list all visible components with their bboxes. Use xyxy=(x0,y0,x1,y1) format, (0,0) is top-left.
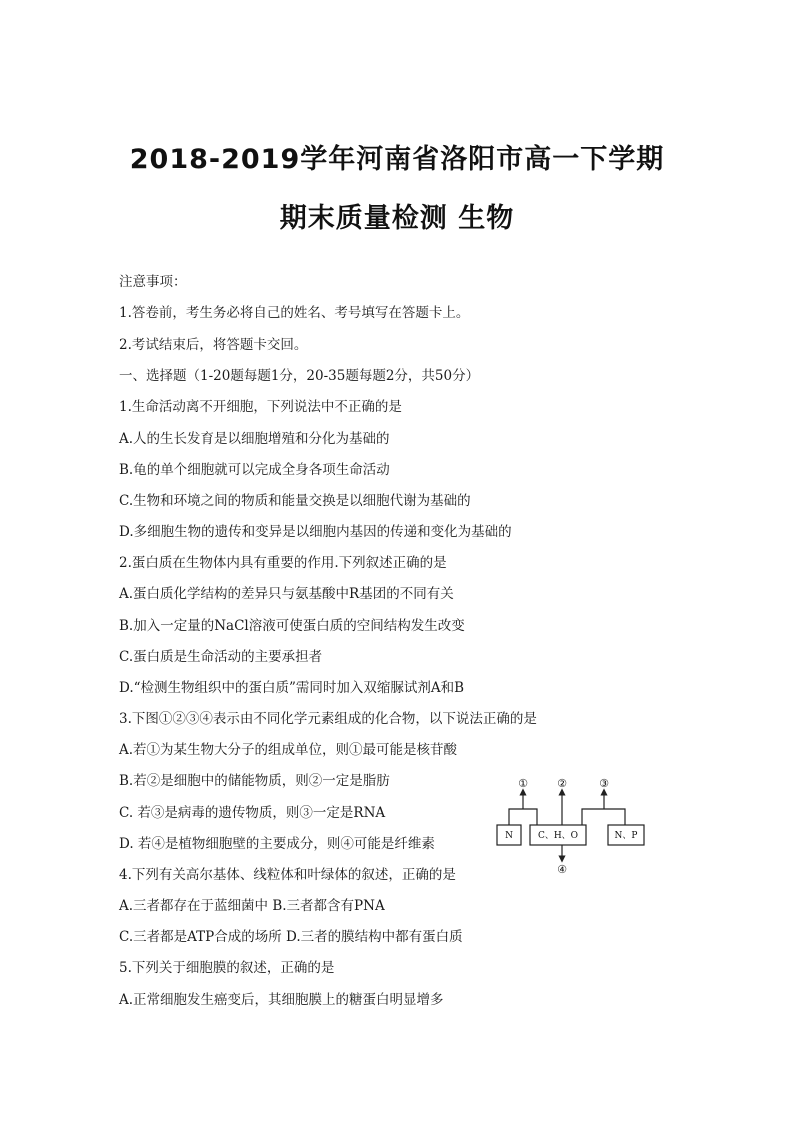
q2-stem: 2.蛋白质在生物体内具有重要的作用.下列叙述正确的是 xyxy=(119,555,447,571)
q5-stem: 5.下列关于细胞膜的叙述，正确的是 xyxy=(119,960,335,976)
page-title-line2: 期末质量检测 生物 xyxy=(279,203,515,234)
compound-diagram xyxy=(492,775,652,880)
notice-item-2: 2.考试结束后，将答题卡交回。 xyxy=(119,337,308,353)
q2-option-a: A.蛋白质化学结构的差异只与氨基酸中R基团的不同有关 xyxy=(119,586,454,602)
q1-option-b: B.龟的单个细胞就可以完成全身各项生命活动 xyxy=(119,462,390,478)
notice-heading: 注意事项： xyxy=(119,274,187,290)
label-compound-2: ② xyxy=(557,777,567,790)
bracket-1 xyxy=(509,809,537,825)
q1-option-d: D.多细胞生物的遗传和变异是以细胞内基因的传递和变化为基础的 xyxy=(119,524,512,540)
q1-option-a: A.人的生长发育是以细胞增殖和分化为基础的 xyxy=(119,431,390,447)
q3-stem: 3.下图①②③④表示由不同化学元素组成的化合物，以下说法正确的是 xyxy=(119,711,537,727)
page-title-line1: 2018-2019学年河南省洛阳市高一下学期 xyxy=(129,144,665,175)
q4-options-ab: A.三者都存在于蓝细菌中 B.三者都含有PNA xyxy=(119,898,385,914)
q3-option-a: A.若①为某生物大分子的组成单位，则①最可能是核苷酸 xyxy=(119,742,458,758)
q3-option-c: C. 若③是病毒的遗传物质，则③一定是RNA xyxy=(119,805,386,821)
q2-option-d: D.“检测生物组织中的蛋白质”需同时加入双缩脲试剂A和B xyxy=(119,680,465,696)
notice-item-1: 1.答卷前，考生务必将自己的姓名、考号填写在答题卡上。 xyxy=(119,305,470,321)
q2-option-c: C.蛋白质是生命活动的主要承担者 xyxy=(119,649,323,665)
label-compound-1: ① xyxy=(518,777,528,790)
q1-option-c: C.生物和环境之间的物质和能量交换是以细胞代谢为基础的 xyxy=(119,493,471,509)
label-box-cho: C、H、O xyxy=(537,831,579,841)
section-heading: 一、选择题（1-20题每题1分，20-35题每题2分，共50分） xyxy=(119,368,480,384)
q3-option-d: D. 若④是植物细胞壁的主要成分，则④可能是纤维素 xyxy=(119,836,435,852)
label-compound-3: ③ xyxy=(599,777,609,790)
q4-stem: 4.下列有关高尔基体、线粒体和叶绿体的叙述，正确的是 xyxy=(119,867,456,883)
q2-option-b: B.加入一定量的NaCl溶液可使蛋白质的空间结构发生改变 xyxy=(119,618,465,634)
label-compound-4: ④ xyxy=(557,863,567,876)
q1-stem: 1.生命活动离不开细胞，下列说法中不正确的是 xyxy=(119,399,402,415)
bracket-3 xyxy=(582,809,625,825)
label-box-n: N xyxy=(505,831,513,841)
q3-option-b: B.若②是细胞中的储能物质，则②一定是脂肪 xyxy=(119,773,390,789)
label-box-np: N、P xyxy=(614,831,638,841)
q4-options-cd: C.三者都是ATP合成的场所 D.三者的膜结构中都有蛋白质 xyxy=(119,929,463,945)
q5-option-a: A.正常细胞发生癌变后，其细胞膜上的糖蛋白明显增多 xyxy=(119,992,444,1008)
